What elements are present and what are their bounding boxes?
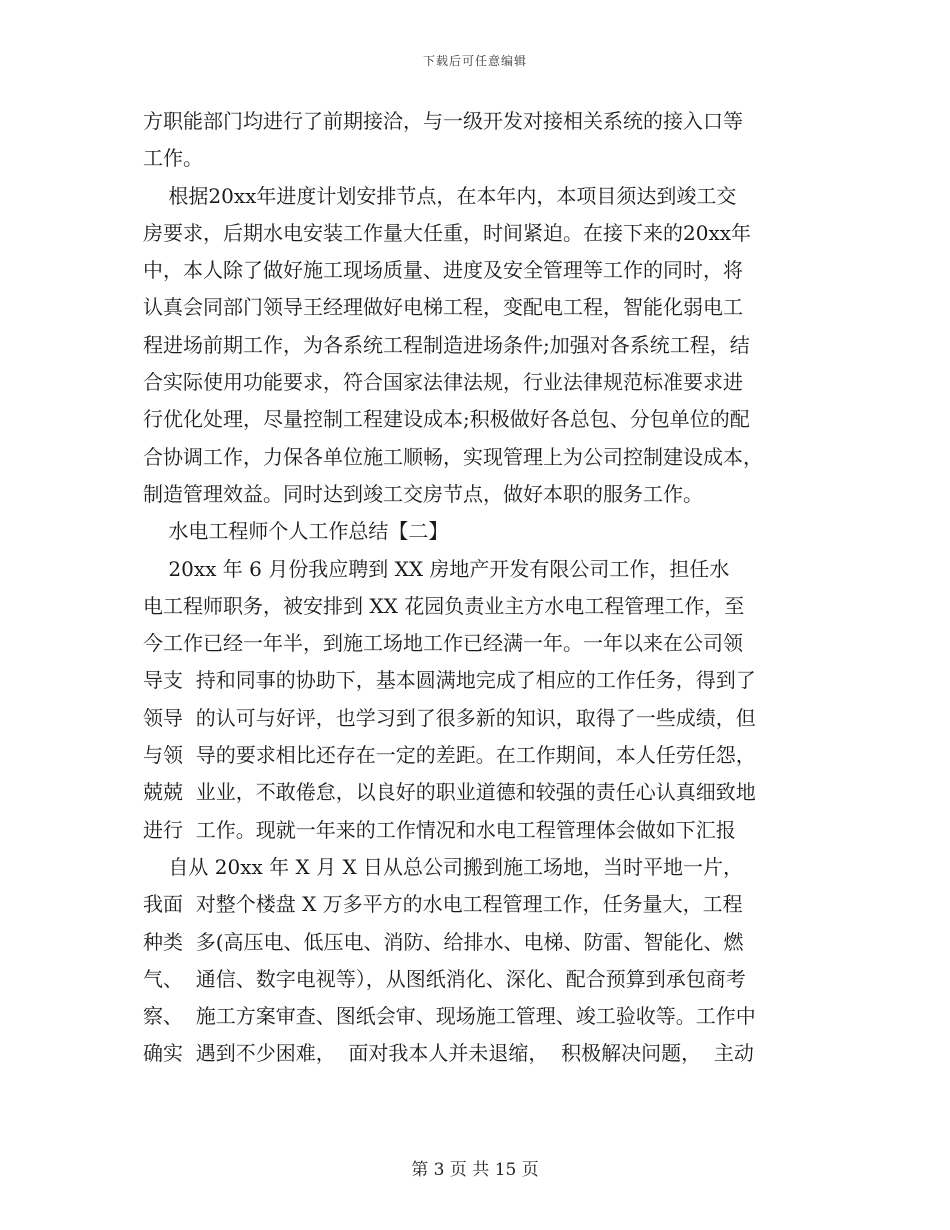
body-line: 确实 遇到不少困难， 面对我本人并未退缩， 积极解决问题， 主动 [143,1041,754,1066]
body-line: 种类 多(高压电、低压电、消防、给排水、电梯、防雷、智能化、燃 [143,929,744,954]
body-line: 今工作已经一年半，到施工场地工作已经满一年。一年以来在公司领 [143,631,743,656]
body-line: 我面 对整个楼盘 X 万多平方的水电工程管理工作，任务量大，工程 [143,892,743,917]
page-footer: 第 3 页 共 15 页 [411,1160,539,1180]
body-line: 导支 持和同事的协助下，基本圆满地完成了相应的工作任务，得到了 [143,668,756,693]
body-line: 20xx 年 6 月份我应聘到 XX 房地产开发有限公司工作，担任水 [143,556,730,581]
body-line: 合实际使用功能要求，符合国家法律法规，行业法律规范标准要求进 [143,370,743,395]
body-line: 领导 的认可与好评，也学习到了很多新的知识，取得了一些成绩，但 [143,705,756,730]
body-line: 中，本人除了做好施工现场质量、进度及安全管理等工作的同时，将 [143,258,743,283]
body-line: 进行 工作。现就一年来的工作情况和水电工程管理体会做如下汇报 [143,817,736,842]
body-line: 行优化处理，尽量控制工程建设成本;积极做好各总包、分包单位的配 [143,407,750,432]
body-line: 察、 施工方案审查、图纸会审、现场施工管理、竣工验收等。工作中 [143,1004,756,1029]
body-line: 兢兢 业业，不敢倦怠，以良好的职业道德和较强的责任心认真细致地 [143,780,756,805]
body-line: 气、 通信、数字电视等），从图纸消化、深化、配合预算到承包商考 [143,966,746,991]
document-body [143,103,809,1073]
body-line: 认真会同部门领导王经理做好电梯工程，变配电工程，智能化弱电工 [143,295,743,320]
body-line: 制造管理效益。同时达到竣工交房节点，做好本职的服务工作。 [143,481,703,506]
body-line: 程进场前期工作，为各系统工程制造进场条件;加强对各系统工程，结 [143,332,750,357]
body-line: 自从 20xx 年 X 月 X 日从总公司搬到施工场地，当时平地一片， [143,854,744,879]
body-line: 根据20xx年进度计划安排节点，在本年内，本项目须达到竣工交 [143,183,737,208]
page-header: 下载后可任意编辑 [422,54,527,68]
body-line: 电工程师职务，被安排到 XX 花园负责业主方水电工程管理工作，至 [143,593,745,618]
body-line: 与领 导的要求相比还存在一定的差距。在工作期间，本人任劳任怨， [143,743,756,768]
body-line: 合协调工作，力保各单位施工顺畅，实现管理上为公司控制建设成本， [143,444,763,469]
body-line: 方职能部门均进行了前期接洽，与一级开发对接相关系统的接入口等 [143,109,743,133]
body-line: 房要求，后期水电安装工作量大任重，时间紧迫。在接下来的20xx年 [143,220,752,245]
body-line: 工作。 [143,146,203,171]
section-heading: 水电工程师个人工作总结【二】 [143,519,449,544]
